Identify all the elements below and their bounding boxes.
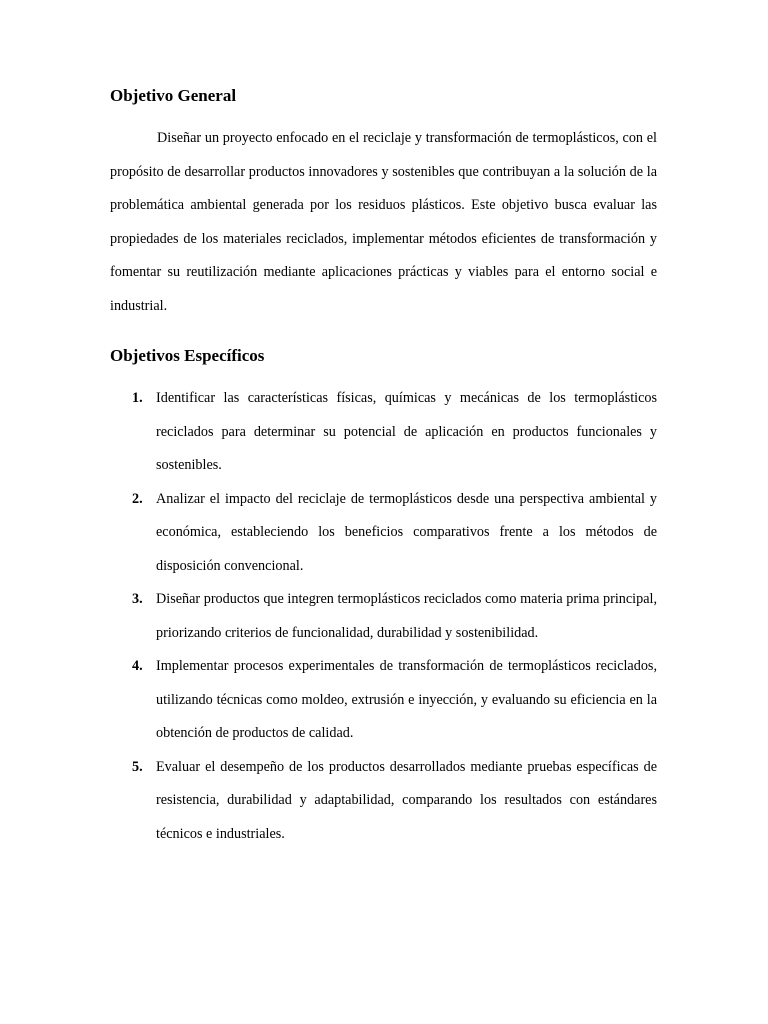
list-item-text: Diseñar productos que integren termoplásticos reciclados como materia prima principal, priorizando criterios de funcionalidad, durabilidad y sostenibilidad. <box>156 591 657 641</box>
list-item-number: 5. <box>132 758 143 775</box>
list-item <box>110 382 657 483</box>
document-body <box>110 84 657 851</box>
list-item-text: Identificar las características físicas, químicas y mecánicas de los termoplásticos reciclados para determinar su potencial de aplicación en productos funcionales y sostenibles. <box>156 390 657 473</box>
specific-objectives-heading: Objetivos Específicos <box>110 346 265 365</box>
list-item-text: Evaluar el desempeño de los productos desarrollados mediante pruebas específicas de resistencia, durabilidad y adaptabilidad, comparando los resultados con estándares técnicos e industriales. <box>156 758 657 842</box>
general-objective-paragraph: Diseñar un proyecto enfocado en el reciclaje y transformación de termoplásticos, con el propósito de desarrollar productos innovadores y sostenibles que contribuyan a la solución de la problemática ambiental generada por los residuos plásticos. Este objetivo busca evaluar las propiedades de los materiales reciclados, implementar métodos eficientes de transformación y fomentar su reutilización mediante aplicaciones prácticas y viables para el entorno social e industrial. <box>110 130 657 314</box>
general-objective-heading: Objetivo General <box>110 86 237 105</box>
list-item-text: Implementar procesos experimentales de transformación de termoplásticos reciclados, utilizando técnicas como moldeo, extrusión e inyección, y evaluando su eficiencia en la obtención de productos de calidad. <box>156 658 657 741</box>
list-item-number: 4. <box>132 658 143 674</box>
list-item <box>110 583 657 650</box>
list-item <box>110 483 657 584</box>
specific-objectives-list <box>110 382 657 851</box>
list-item-number: 3. <box>132 591 143 607</box>
list-item-text: Analizar el impacto del reciclaje de termoplásticos desde una perspectiva ambiental y económica, estableciendo los beneficios comparativos frente a los métodos de disposición convencional. <box>156 490 657 574</box>
list-item-number: 1. <box>132 390 143 406</box>
list-item <box>110 751 657 852</box>
list-item <box>110 650 657 751</box>
list-item-number: 2. <box>132 490 143 507</box>
